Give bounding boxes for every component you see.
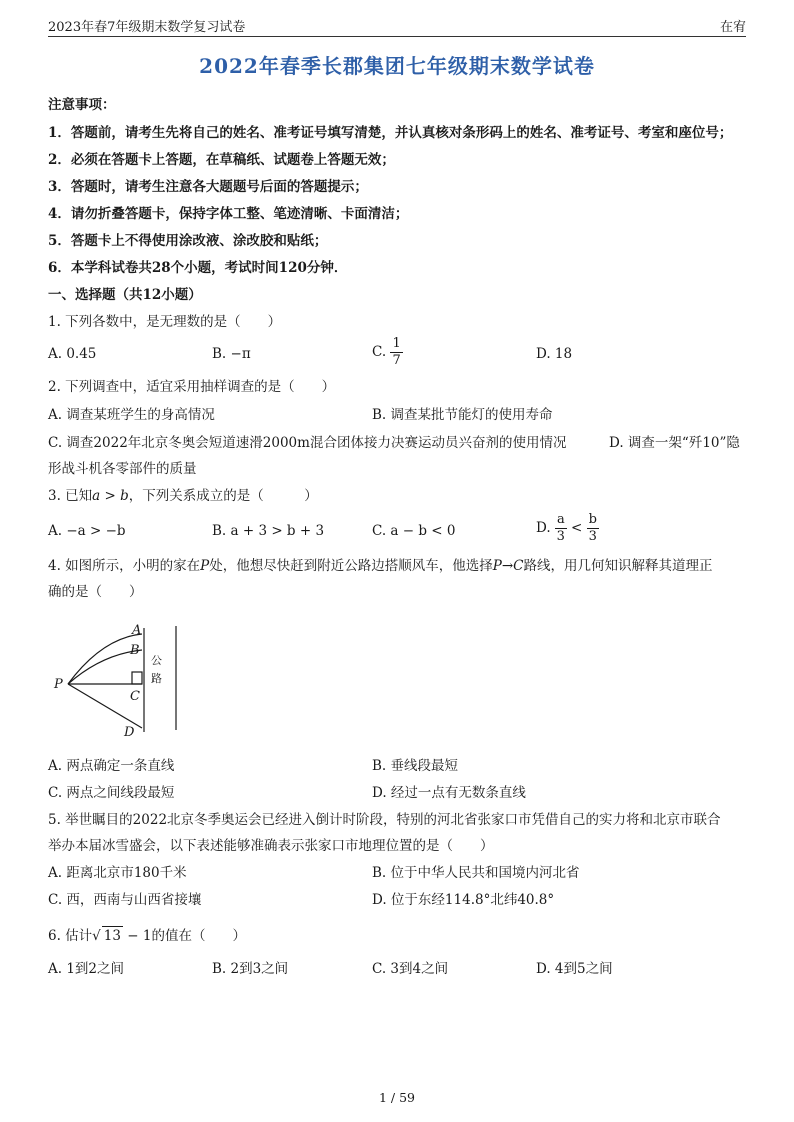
fraction: $\frac{1}{7}$ [392,336,401,368]
note-item: 1．答题前，请考生先将自己的姓名、准考证号填写清楚，并认真核对条形码上的姓名、准考证号、考室和座位号； [48,125,733,141]
q5-option-b: B. 位于中华人民共和国境内河北省 [372,865,580,881]
q4-option-b: B. 垂线段最短 [372,758,459,774]
q1-option-a: A. 0.45 [48,346,97,362]
q6-option-b: B. 2到3之间 [212,961,289,977]
header-right: 在宥 [719,20,746,35]
note-item: 5．答题卡上不得使用涂改液、涂改胶和贴纸； [48,233,328,249]
note-item: 3．答题时，请考生注意各大题题号后面的答题提示； [48,179,368,195]
q3-option-c: C. a − b < 0 [372,523,456,539]
q5-option-c: C. 西，西南与山西省接壤 [48,892,202,908]
road-label-1: 公 [151,654,162,667]
point-p-label: P [54,677,63,692]
q2-option-c: C. 调查2022年北京冬奥会短道速滑2000m混合团体接力决赛运动员兴奋剂的使用情况 [48,435,567,451]
note-item: 6．本学科试卷共28个小题，考试时间120分钟． [48,260,348,276]
road-label-2: 路 [151,672,162,685]
q1-option-c: C. $\frac{1}{7}$ [372,336,401,368]
page-number: 1 / 59 [378,1090,416,1105]
exam-title: 2022年春季长郡集团七年级期末数学试卷 [199,54,595,78]
point-b-label: B [130,643,140,658]
q4-option-a: A. 两点确定一条直线 [48,758,175,774]
q3-option-b: B. a + 3 > b + 3 [212,523,325,539]
q6-option-d: D. 4到5之间 [536,961,613,977]
q2-option-b: B. 调查某批节能灯的使用寿命 [372,407,553,423]
q2-option-d: D. 调查一架“歼10”隐 [609,435,740,451]
geometry-figure [52,620,192,740]
q5-option-d: D. 位于东经114.8°北纬40.8° [372,892,555,908]
q1-option-b: B. −π [212,346,251,362]
question-2-stem: 2. 下列调查中，适宜采用抽样调查的是（ ） [48,379,336,395]
fraction: $\frac{a}{3}$ [556,512,565,544]
q5-option-a: A. 距离北京市180千米 [48,865,187,881]
q1-option-d: D. 18 [536,346,573,362]
q2-option-a: A. 调查某班学生的身高情况 [48,407,215,423]
question-5-stem: 5. 举世瞩目的2022北京冬季奥运会已经进入倒计时阶段，特别的河北省张家口市凭借自己的实力将和北京市联合 [48,812,721,828]
note-item: 2．必须在答题卡上答题，在草稿纸、试题卷上答题无效； [48,152,395,168]
fraction: $\frac{b}{3}$ [588,512,597,544]
point-c-label: C [130,689,140,704]
right-angle-mark [132,672,142,684]
page-header [48,16,746,37]
q6-option-c: C. 3到4之间 [372,961,449,977]
question-5-stem-cont: 举办本届冰雪盛会，以下表述能够准确表示张家口市地理位置的是（ ） [48,838,494,854]
point-d-label: D [124,725,135,740]
q6-option-a: A. 1到2之间 [48,961,125,977]
header-left: 2023年春7年级期末数学复习试卷 [48,20,246,35]
q3-option-a: A. −a > −b [48,523,126,539]
question-6-stem: 6. 估计√ 13 − 1的值在（ ） [48,928,246,944]
question-3-stem: 3. 已知a > b，下列关系成立的是（ ） [48,488,318,504]
sqrt-sign: √ [92,928,101,944]
q4-option-c: C. 两点之间线段最短 [48,785,175,801]
question-4-stem: 4. 如图所示，小明的家在P处，他想尽快赶到附近公路边搭顺风车，他选择P→C路线，用几何知识解释其道理正 [48,558,713,574]
notes-heading: 注意事项： [48,97,116,113]
arc-pa [68,634,142,684]
note-item: 4．请勿折叠答题卡，保持字体工整、笔迹清晰、卡面清洁； [48,206,409,222]
question-4-stem-cont: 确的是（ ） [48,584,143,600]
question-1-stem: 1. 下列各数中，是无理数的是（ ） [48,314,282,330]
q2-option-d-cont: 形战斗机各零部件的质量 [48,461,197,477]
q4-option-d: D. 经过一点有无数条直线 [372,785,526,801]
q3-option-d: D. $\frac{a}{3}$ < $\frac{b}{3}$ [536,512,597,544]
section-heading: 一、选择题（共12小题） [48,287,202,303]
point-a-label: A [132,623,142,638]
